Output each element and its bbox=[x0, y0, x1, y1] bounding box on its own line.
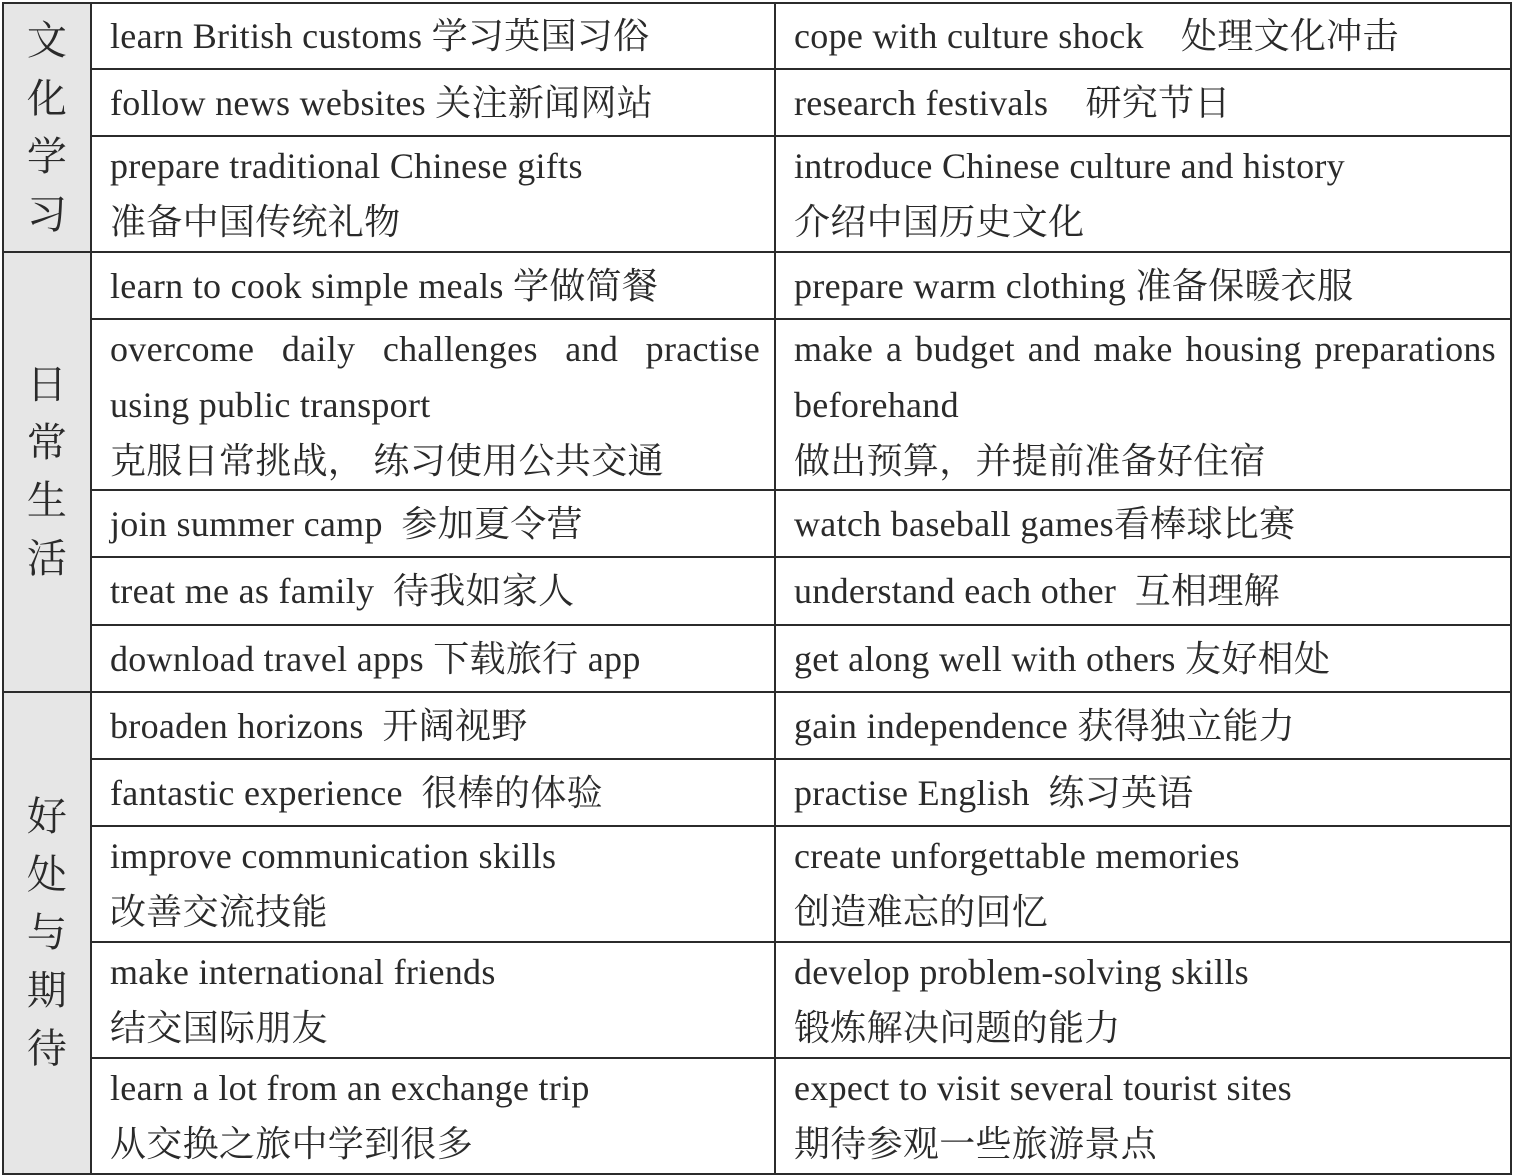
phrase-cell bbox=[91, 136, 775, 252]
phrase-cell bbox=[91, 942, 775, 1058]
phrase-cell bbox=[91, 826, 775, 942]
phrase-zh: 开阔视野 bbox=[382, 705, 528, 746]
phrase-cell bbox=[775, 1058, 1511, 1174]
phrase-en: join summer camp bbox=[110, 503, 383, 544]
phrase-cell bbox=[775, 3, 1511, 69]
phrase-en: fantastic experience bbox=[110, 772, 403, 813]
phrase-en: learn a lot from an exchange trip bbox=[110, 1068, 590, 1108]
phrase-cell bbox=[91, 1058, 775, 1174]
phrase-en: gain independence bbox=[794, 705, 1068, 746]
phrase-en: overcome daily challenges and practise using public transport bbox=[110, 328, 760, 425]
phrase-en: watch baseball games bbox=[794, 503, 1114, 544]
phrase-zh: 结交国际朋友 bbox=[110, 1008, 328, 1048]
table-row bbox=[3, 625, 1511, 692]
phrase-cell bbox=[91, 557, 775, 625]
phrase-zh: 很棒的体验 bbox=[421, 772, 603, 813]
phrase-cell bbox=[91, 252, 775, 319]
phrase-cell bbox=[91, 319, 775, 490]
category-label: 好处与期待 bbox=[26, 794, 68, 1071]
table-row bbox=[3, 136, 1511, 252]
phrase-en: download travel apps bbox=[110, 638, 424, 679]
phrase-zh: 待我如家人 bbox=[392, 571, 575, 611]
phrase-en: improve communication skills bbox=[110, 836, 557, 876]
phrase-cell bbox=[775, 942, 1511, 1058]
category-label: 日常生活 bbox=[26, 362, 68, 581]
phrase-cell bbox=[775, 252, 1511, 319]
phrase-zh: 克服日常挑战， 练习使用公共交通 bbox=[110, 440, 664, 481]
phrase-cell bbox=[775, 69, 1511, 136]
phrase-zh: 学做简餐 bbox=[513, 265, 659, 306]
phrase-en: develop problem-solving skills bbox=[794, 952, 1249, 992]
phrase-cell bbox=[91, 692, 775, 759]
table-row bbox=[3, 557, 1511, 625]
table-row bbox=[3, 3, 1511, 69]
phrase-zh: 介绍中国历史文化 bbox=[794, 202, 1085, 242]
phrase-en: prepare traditional Chinese gifts bbox=[110, 146, 583, 186]
phrase-zh: 锻炼解决问题的能力 bbox=[794, 1008, 1121, 1048]
category-cell bbox=[3, 3, 91, 252]
table-row bbox=[3, 69, 1511, 136]
phrase-zh: 关注新闻网站 bbox=[435, 82, 654, 123]
phrase-en: get along well with others bbox=[794, 638, 1176, 679]
phrase-cell bbox=[91, 490, 775, 557]
phrase-zh: 准备保暖衣服 bbox=[1135, 265, 1354, 306]
phrase-en: follow news websites bbox=[110, 82, 426, 123]
phrase-zh: 准备中国传统礼物 bbox=[110, 202, 401, 242]
phrase-zh: 看棒球比赛 bbox=[1113, 503, 1296, 544]
phrase-zh: 获得独立能力 bbox=[1077, 705, 1296, 746]
phrase-zh: 练习英语 bbox=[1048, 772, 1194, 813]
phrase-zh: 改善交流技能 bbox=[110, 892, 328, 932]
phrase-zh: 友好相处 bbox=[1185, 638, 1331, 679]
phrase-en: expect to visit several tourist sites bbox=[794, 1068, 1292, 1108]
phrase-cell bbox=[91, 625, 775, 692]
phrase-zh: 下载旅行 app bbox=[433, 638, 641, 679]
phrase-en: prepare warm clothing bbox=[794, 265, 1127, 306]
category-cell bbox=[3, 692, 91, 1174]
table-row bbox=[3, 692, 1511, 759]
phrase-cell bbox=[91, 3, 775, 69]
table-row bbox=[3, 1058, 1511, 1174]
phrase-en: practise English bbox=[794, 772, 1030, 813]
table-row bbox=[3, 826, 1511, 942]
phrase-zh: 处理文化冲击 bbox=[1181, 16, 1399, 56]
phrase-cell bbox=[91, 69, 775, 136]
phrase-cell bbox=[775, 826, 1511, 942]
phrase-zh: 做出预算，并提前准备好住宿 bbox=[794, 440, 1266, 481]
table-row bbox=[3, 490, 1511, 557]
phrase-en: make a budget and make housing preparations beforehand bbox=[794, 328, 1496, 425]
phrase-en: learn to cook simple meals bbox=[110, 265, 504, 306]
table-row bbox=[3, 252, 1511, 319]
phrase-en: cope with culture shock bbox=[794, 16, 1144, 56]
table-row bbox=[3, 759, 1511, 826]
phrase-cell bbox=[775, 319, 1511, 490]
phrase-zh: 互相理解 bbox=[1134, 571, 1280, 611]
phrase-en: broaden horizons bbox=[110, 705, 364, 746]
phrase-table bbox=[2, 2, 1512, 1175]
phrase-zh: 研究节日 bbox=[1085, 82, 1231, 123]
phrase-zh: 创造难忘的回忆 bbox=[794, 892, 1049, 932]
phrase-zh: 期待参观一些旅游景点 bbox=[794, 1124, 1158, 1164]
phrase-en: introduce Chinese culture and history bbox=[794, 146, 1345, 186]
category-label: 文化学习 bbox=[26, 17, 68, 237]
phrase-cell bbox=[775, 759, 1511, 826]
phrase-zh: 从交换之旅中学到很多 bbox=[110, 1124, 474, 1164]
phrase-en: treat me as family bbox=[110, 571, 375, 611]
phrase-cell bbox=[775, 625, 1511, 692]
table-row bbox=[3, 942, 1511, 1058]
phrase-cell bbox=[775, 557, 1511, 625]
phrase-cell bbox=[775, 136, 1511, 252]
phrase-en: make international friends bbox=[110, 952, 496, 992]
phrase-cell bbox=[775, 692, 1511, 759]
category-cell bbox=[3, 252, 91, 692]
table-row bbox=[3, 319, 1511, 490]
phrase-cell bbox=[91, 759, 775, 826]
phrase-en: learn British customs bbox=[110, 16, 423, 56]
phrase-cell bbox=[775, 490, 1511, 557]
phrase-zh: 参加夏令营 bbox=[401, 503, 583, 544]
phrase-zh: 学习英国习俗 bbox=[431, 16, 650, 56]
phrase-en: research festivals bbox=[794, 82, 1049, 123]
phrase-en: understand each other bbox=[794, 571, 1117, 611]
phrase-en: create unforgettable memories bbox=[794, 836, 1240, 876]
